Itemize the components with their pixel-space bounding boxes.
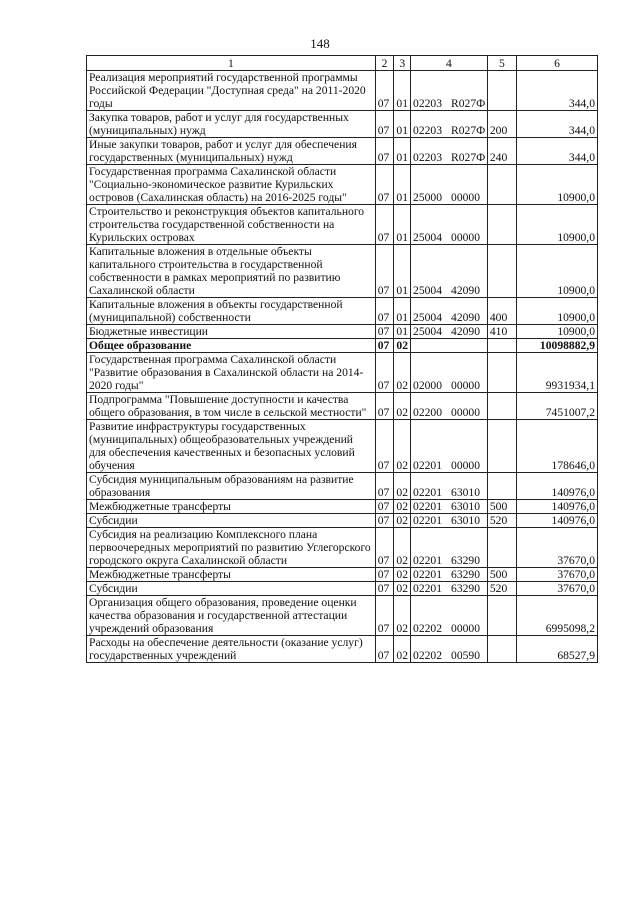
row-name-cell: Закупка товаров, работ и услуг для государственных (муниципальных) нужд <box>87 111 376 138</box>
row-target-code-cell <box>411 339 488 353</box>
row-section-cell: 07 <box>375 514 394 528</box>
row-subsection-cell: 02 <box>394 568 411 582</box>
row-target-code-cell <box>411 325 488 339</box>
row-subsection-cell: 01 <box>394 71 411 111</box>
row-expense-type-cell <box>487 473 516 500</box>
target-code-direction: R027Ф <box>451 151 486 164</box>
row-amount-cell: 140976,0 <box>516 500 597 514</box>
row-section-cell: 07 <box>375 568 394 582</box>
target-code-direction: 63010 <box>451 500 481 513</box>
row-target-code-cell <box>411 393 488 420</box>
row-name-cell: Строительство и реконструкция объектов капитального строительства государственной собственности на Курильских островах <box>87 205 376 245</box>
row-amount-cell: 140976,0 <box>516 514 597 528</box>
header-col-target-code: 4 <box>411 56 488 71</box>
target-code-direction: 00000 <box>451 459 481 472</box>
row-amount-cell: 37670,0 <box>516 528 597 568</box>
table-row <box>87 636 598 663</box>
target-code-direction: 00000 <box>451 231 481 244</box>
row-expense-type-cell <box>487 165 516 205</box>
row-amount-cell: 344,0 <box>516 71 597 111</box>
target-code-program: 02000 <box>413 379 443 392</box>
row-expense-type-cell: 520 <box>487 582 516 596</box>
row-amount-cell: 344,0 <box>516 138 597 165</box>
row-subsection-cell: 01 <box>394 138 411 165</box>
table-row <box>87 568 598 582</box>
target-code-direction: 42090 <box>451 284 481 297</box>
row-subsection-cell: 02 <box>394 514 411 528</box>
row-subsection-cell: 01 <box>394 245 411 298</box>
target-code-program: 02201 <box>413 486 443 499</box>
target-code-direction: R027Ф <box>451 97 486 110</box>
row-amount-cell: 344,0 <box>516 111 597 138</box>
target-code-direction: 00590 <box>451 649 481 662</box>
row-section-cell: 07 <box>375 71 394 111</box>
table-row <box>87 71 598 111</box>
row-amount-cell: 7451007,2 <box>516 393 597 420</box>
row-expense-type-cell: 410 <box>487 325 516 339</box>
row-section-cell: 07 <box>375 500 394 514</box>
table-row <box>87 245 598 298</box>
budget-table <box>86 55 598 663</box>
target-code-program: 02203 <box>413 97 443 110</box>
row-target-code-cell <box>411 111 488 138</box>
row-amount-cell: 140976,0 <box>516 473 597 500</box>
row-target-code-cell <box>411 205 488 245</box>
row-target-code-cell <box>411 420 488 473</box>
table-row <box>87 339 598 353</box>
row-name-cell: Реализация мероприятий государственной программы Российской Федерации "Доступная среда" на 2011-2020 годы <box>87 71 376 111</box>
row-target-code-cell <box>411 582 488 596</box>
row-section-cell: 07 <box>375 339 394 353</box>
target-code-program: 25004 <box>413 325 443 338</box>
row-name-cell: Развитие инфраструктуры государственных (муниципальных) общеобразовательных учреждений для обеспечения качественных и безопасных условий обучения <box>87 420 376 473</box>
target-code-direction: 63290 <box>451 554 481 567</box>
row-target-code-cell <box>411 473 488 500</box>
row-section-cell: 07 <box>375 165 394 205</box>
row-amount-cell: 9931934,1 <box>516 353 597 393</box>
table-row <box>87 528 598 568</box>
row-subsection-cell: 02 <box>394 393 411 420</box>
target-code-program: 02201 <box>413 554 443 567</box>
target-code-program: 25004 <box>413 231 443 244</box>
target-code-program: 02202 <box>413 649 443 662</box>
target-code-direction: 63010 <box>451 514 481 527</box>
row-amount-cell: 10900,0 <box>516 165 597 205</box>
row-name-cell: Организация общего образования, проведение оценки качества образования и государственной аттестации учреждений образования <box>87 596 376 636</box>
row-subsection-cell: 01 <box>394 298 411 325</box>
header-row <box>87 56 598 71</box>
row-expense-type-cell: 400 <box>487 298 516 325</box>
row-section-cell: 07 <box>375 420 394 473</box>
target-code-direction: 00000 <box>451 191 481 204</box>
row-expense-type-cell <box>487 393 516 420</box>
row-section-cell: 07 <box>375 636 394 663</box>
table-row <box>87 298 598 325</box>
row-subsection-cell: 02 <box>394 582 411 596</box>
target-code-program: 02201 <box>413 568 443 581</box>
target-code-program: 25000 <box>413 191 443 204</box>
row-amount-cell: 10900,0 <box>516 245 597 298</box>
row-target-code-cell <box>411 245 488 298</box>
target-code-direction: 42090 <box>451 311 481 324</box>
row-section-cell: 07 <box>375 528 394 568</box>
row-target-code-cell <box>411 165 488 205</box>
table-row <box>87 420 598 473</box>
row-target-code-cell <box>411 596 488 636</box>
row-subsection-cell: 01 <box>394 205 411 245</box>
table-row <box>87 514 598 528</box>
target-code-direction: 00000 <box>451 379 481 392</box>
table-body <box>87 71 598 663</box>
row-section-cell: 07 <box>375 245 394 298</box>
row-target-code-cell <box>411 528 488 568</box>
row-subsection-cell: 02 <box>394 636 411 663</box>
row-expense-type-cell: 200 <box>487 111 516 138</box>
row-name-cell: Межбюджетные трансферты <box>87 500 376 514</box>
table-header <box>87 56 598 71</box>
target-code-direction: 00000 <box>451 406 481 419</box>
table-row <box>87 473 598 500</box>
row-name-cell: Капитальные вложения в отдельные объекты капитального строительства в государственной собственности в рамках мероприятий по развитию Сахалинской области <box>87 245 376 298</box>
row-expense-type-cell <box>487 528 516 568</box>
target-code-direction: 63290 <box>451 568 481 581</box>
header-col-amount: 6 <box>516 56 597 71</box>
target-code-direction: R027Ф <box>451 124 486 137</box>
row-amount-cell: 10900,0 <box>516 298 597 325</box>
row-amount-cell: 178646,0 <box>516 420 597 473</box>
target-code-program: 02201 <box>413 459 443 472</box>
row-name-cell: Расходы на обеспечение деятельности (оказание услуг) государственных учреждений <box>87 636 376 663</box>
row-section-cell: 07 <box>375 473 394 500</box>
table-row <box>87 111 598 138</box>
row-name-cell: Подпрограмма "Повышение доступности и качества общего образования, в том числе в сельской местности" <box>87 393 376 420</box>
target-code-program: 25004 <box>413 311 443 324</box>
row-section-cell: 07 <box>375 205 394 245</box>
row-amount-cell: 10900,0 <box>516 325 597 339</box>
row-name-cell: Субсидии <box>87 514 376 528</box>
row-name-cell: Субсидия на реализацию Комплексного плана первоочередных мероприятий по развитию Углегорского городского округа Сахалинской области <box>87 528 376 568</box>
row-expense-type-cell <box>487 636 516 663</box>
row-subsection-cell: 02 <box>394 528 411 568</box>
target-code-program: 02203 <box>413 151 443 164</box>
target-code-direction: 42090 <box>451 325 481 338</box>
row-target-code-cell <box>411 138 488 165</box>
row-target-code-cell <box>411 636 488 663</box>
row-amount-cell: 10900,0 <box>516 205 597 245</box>
row-subsection-cell: 02 <box>394 420 411 473</box>
row-name-cell: Государственная программа Сахалинской области "Развитие образования в Сахалинской области на 2014-2020 годы" <box>87 353 376 393</box>
target-code-program: 02201 <box>413 582 443 595</box>
row-subsection-cell: 02 <box>394 339 411 353</box>
target-code-program: 02201 <box>413 500 443 513</box>
table-row <box>87 165 598 205</box>
header-col-name: 1 <box>87 56 376 71</box>
row-target-code-cell <box>411 514 488 528</box>
row-name-cell: Иные закупки товаров, работ и услуг для обеспечения государственных (муниципальных) нужд <box>87 138 376 165</box>
target-code-program: 02201 <box>413 514 443 527</box>
target-code-program: 25004 <box>413 284 443 297</box>
row-section-cell: 07 <box>375 298 394 325</box>
table-row <box>87 205 598 245</box>
row-expense-type-cell: 520 <box>487 514 516 528</box>
row-target-code-cell <box>411 500 488 514</box>
row-subsection-cell: 02 <box>394 596 411 636</box>
row-amount-cell: 10098882,9 <box>516 339 597 353</box>
row-target-code-cell <box>411 71 488 111</box>
row-target-code-cell <box>411 353 488 393</box>
row-subsection-cell: 02 <box>394 473 411 500</box>
row-amount-cell: 68527,9 <box>516 636 597 663</box>
row-name-cell: Государственная программа Сахалинской области "Социально-экономическое развитие Курильских островов (Сахалинская область) на 2016-2025 годы" <box>87 165 376 205</box>
row-name-cell: Общее образование <box>87 339 376 353</box>
page-number: 148 <box>310 36 330 51</box>
row-subsection-cell: 01 <box>394 165 411 205</box>
target-code-direction: 00000 <box>451 622 481 635</box>
row-name-cell: Бюджетные инвестиции <box>87 325 376 339</box>
row-subsection-cell: 01 <box>394 325 411 339</box>
row-expense-type-cell <box>487 353 516 393</box>
table-row <box>87 500 598 514</box>
row-expense-type-cell <box>487 420 516 473</box>
row-section-cell: 07 <box>375 138 394 165</box>
row-section-cell: 07 <box>375 325 394 339</box>
table-row <box>87 582 598 596</box>
row-amount-cell: 6995098,2 <box>516 596 597 636</box>
row-section-cell: 07 <box>375 582 394 596</box>
row-target-code-cell <box>411 568 488 582</box>
row-expense-type-cell <box>487 596 516 636</box>
table-row <box>87 353 598 393</box>
table-row <box>87 596 598 636</box>
table-row <box>87 393 598 420</box>
target-code-program: 02202 <box>413 622 443 635</box>
row-amount-cell: 37670,0 <box>516 568 597 582</box>
row-subsection-cell: 02 <box>394 500 411 514</box>
table-row <box>87 325 598 339</box>
row-name-cell: Капитальные вложения в объекты государственной (муниципальной) собственности <box>87 298 376 325</box>
row-section-cell: 07 <box>375 111 394 138</box>
row-expense-type-cell: 240 <box>487 138 516 165</box>
row-name-cell: Субсидия муниципальным образованиям на развитие образования <box>87 473 376 500</box>
row-target-code-cell <box>411 298 488 325</box>
row-expense-type-cell: 500 <box>487 500 516 514</box>
row-name-cell: Межбюджетные трансферты <box>87 568 376 582</box>
row-subsection-cell: 02 <box>394 353 411 393</box>
target-code-direction: 63290 <box>451 582 481 595</box>
header-col-subsection: 3 <box>394 56 411 71</box>
row-subsection-cell: 01 <box>394 111 411 138</box>
row-name-cell: Субсидии <box>87 582 376 596</box>
header-col-section: 2 <box>375 56 394 71</box>
row-section-cell: 07 <box>375 596 394 636</box>
row-amount-cell: 37670,0 <box>516 582 597 596</box>
row-expense-type-cell <box>487 245 516 298</box>
table-row <box>87 138 598 165</box>
row-expense-type-cell <box>487 71 516 111</box>
row-section-cell: 07 <box>375 393 394 420</box>
target-code-direction: 63010 <box>451 486 481 499</box>
header-col-expense-type: 5 <box>487 56 516 71</box>
row-section-cell: 07 <box>375 353 394 393</box>
row-expense-type-cell <box>487 339 516 353</box>
target-code-program: 02203 <box>413 124 443 137</box>
target-code-program: 02200 <box>413 406 443 419</box>
row-expense-type-cell <box>487 205 516 245</box>
row-expense-type-cell: 500 <box>487 568 516 582</box>
